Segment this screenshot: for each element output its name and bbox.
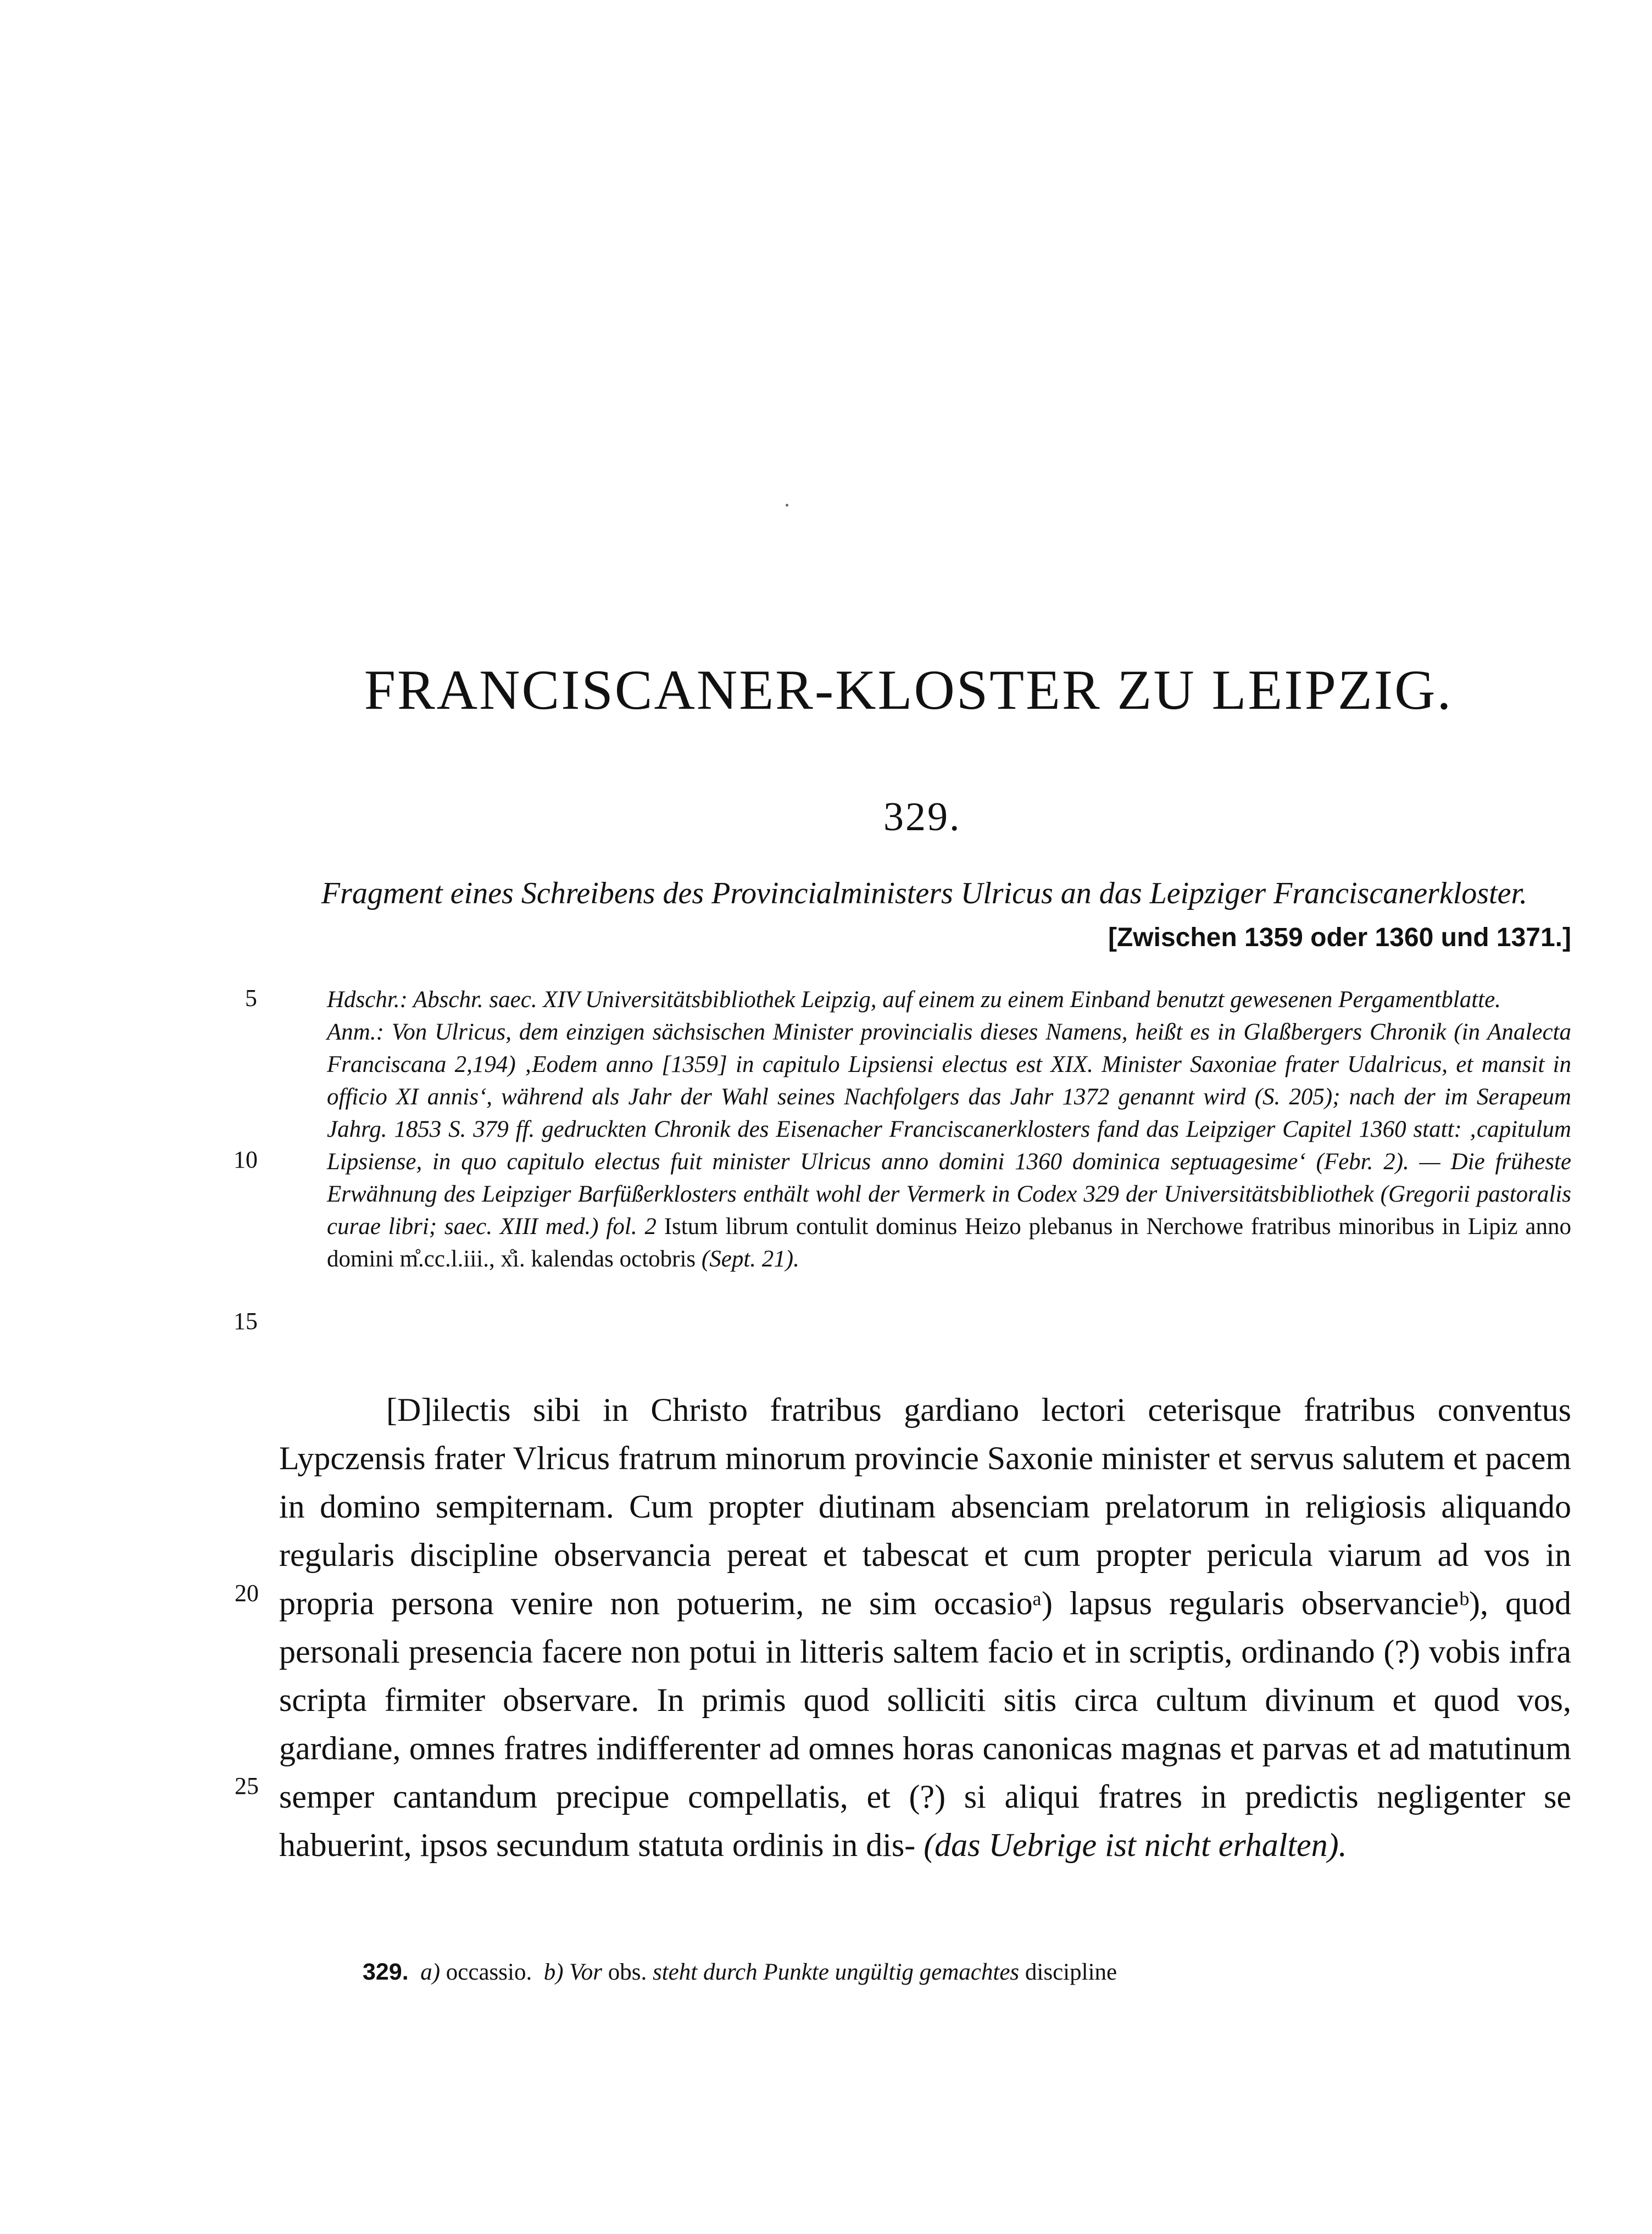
line-number-20: 20 — [235, 1580, 259, 1607]
annotation-date: (Sept. 21). — [701, 1246, 799, 1272]
line-number-10: 10 — [233, 1146, 258, 1173]
footnote-b-italic: Vor — [569, 1959, 603, 1985]
document-date: [Zwischen 1359 oder 1360 und 1371.] — [1108, 923, 1571, 952]
editorial-notes — [327, 983, 1571, 1275]
annotation-italic: Anm.: Von Ulricus, dem einzigen sächsischen Minister provincialis dieses Namens, heißt es in Glaßbergers Chronik (in Analecta Franciscana 2,194) ‚Eodem anno [1359] in capitulo Lipsiensi electus est XIX. Minister Saxoniae frater Udalricus, et mansit in officio XI annis‘, während als Jahr der Wahl seines Nachfolgers das Jahr 1372 genannt wird (S. 205); nach der im Serapeum Jahrg. 1853 S. 379 ff. gedruckten Chronik des Eisenacher Franciscanerklosters fand das Leipziger Capitel 1360 statt: ‚capitulum Lipsiense, in quo capitulo electus fuit minister Ulricus anno domini 1360 dominica septuagesime‘ (Febr. 2). — Die früheste Erwähnung des Leipziger Barfüßerklosters enthält wohl der Vermerk in Codex 329 der Universitätsbibliothek (Gregorii pastoralis curae libri; saec. XIII med.) fol. 2 — [327, 1019, 1571, 1240]
manuscript-note: Hdschr.: Abschr. saec. XIV Universitätsbibliothek Leipzig, auf einem zu einem Einband benutzt gewesenen Pergamentblatte. — [327, 987, 1501, 1013]
latin-lacuna-note: (das Uebrige ist nicht erhalten). — [924, 1827, 1347, 1863]
latin-text — [279, 1386, 1571, 1869]
footnote-b-label: b) — [543, 1959, 564, 1985]
annotation-quotation: Istum librum contulit dominus Heizo plebanus in Nerchowe fratribus minoribus in Lipiz anno domini m̊.cc.l.iii., x̊i. kalendas octobris — [327, 1214, 1572, 1272]
line-number-25: 25 — [235, 1772, 259, 1799]
footnote-b-italic-2: steht durch Punkte ungültig gemachtes — [653, 1959, 1020, 1985]
footnote-b-roman-2: discipline — [1025, 1959, 1117, 1985]
line-number-15: 15 — [233, 1308, 258, 1335]
latin-main-text: [D]ilectis sibi in Christo fratribus gardiano lectori ceterisque fratribus conventus Lypczensis frater Vlricus fratrum minorum provincie Saxonie minister et servus salutem et pacem in domino sempiternam. Cum propter diutinam absenciam prelatorum in religiosis aliquando regularis discipline observancia pereat et tabescat et cum propter pericula viarum ad vos in propria persona venire non potuerim, ne sim occasioᵃ) lapsus regularis observancieᵇ), quod personali presencia facere non potui in litteris saltem facio et in scriptis, ordinando (?) vobis infra scripta firmiter observare. In primis quod solliciti sitis circa cultum divinum et quod vos, gardiane, omnes fratres indifferenter ad omnes horas canonicas magnas et parvas et ad matutinum semper cantandum precipue compellatis, et (?) si aliqui fratres in predictis negligenter se habuerint, ipsos secundum statuta ordinis in dis- — [279, 1392, 1571, 1863]
line-number-5: 5 — [245, 985, 257, 1012]
scan-speck — [786, 504, 788, 507]
footnote-a-text: occassio. — [446, 1959, 532, 1985]
document-subtitle: Fragment eines Schreibens des Provincialministers Ulricus an das Leipziger Franciscanerkloster. — [321, 876, 1528, 910]
footnote — [363, 1960, 1117, 1984]
page-title: FRANCISCANER-KLOSTER ZU LEIPZIG. — [364, 659, 1453, 721]
footnote-number: 329. — [363, 1959, 409, 1985]
footnote-b-roman: obs. — [608, 1959, 647, 1985]
footnote-a-label: a) — [420, 1959, 441, 1985]
document-number: 329. — [883, 794, 961, 840]
